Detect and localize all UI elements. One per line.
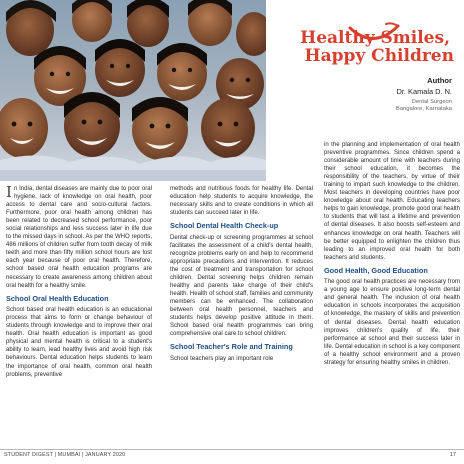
footer-divider	[0, 449, 464, 450]
paragraph-school-oral-health-education: School based oral health education is an educational process that aims to form or change behaviour of students through knowledge and to improve their oral health. Oral health education is important as good physical and mental health is critical to a student's ability to learn, lead healthy lives and avoid high risk behaviours. Dental education helps students to learn the importance of oral health, common oral health problems, preventive	[6, 307, 152, 378]
paragraph-good-health: The good oral health practices are necessary from a young age to ensure positive long-term dental and general health. The inclusion of oral health education in schools incorporates the acquisition of knowledge, the mastery of skills and prevention of dental diseases. Dental health education improves children's quality of life, their performance at school and their success later in life. Dental education in school is a key component of a healthy school environment and a proven strategy for ensuring healthy smiles in children.	[324, 279, 460, 366]
intro-text: n India, dental diseases are mainly due to poor oral hygiene, lack of knowledge on oral health, poor access to dental care and socio-cultural factors. Furthermore, poor oral health among children has been related to decreased school performance, poor social relationships and less success later in life due to the missed days in school. As per the WHO reports, 486 millions of children suffer from tooth decay of milk teeth and more than fifty million school hours are lost each year because of poor oral health. Therefore, school based oral health education programs are necessary to create awareness among children about oral health for a healthy smile.	[6, 186, 152, 289]
footer-publication: STUDENT DIGEST | MUMBAI | JANUARY 2020	[4, 452, 126, 458]
author-role-line2: Bangalore, Karnataka	[395, 106, 452, 112]
article-column-2	[170, 185, 313, 363]
article-title-block	[266, 0, 464, 140]
paragraph-teacher-continued: in the planning and implementation of oral health preventive programmes. Since children spend a considerable amount of time with teachers during their school education, it becomes the responsibility of the teachers, by virtue of their training to impart such knowledge to the children. Most teachers in developing countries have poor knowledge about oral health. Educating teachers helps to gain knowledge, promote good oral health to students that will last a lifetime and prevention of dental diseases. It also boosts self-esteem and enhances knowledge on oral health. Teachers will be better equipped to enlighten the children thus leading to an improved oral health for both teachers and students.	[324, 142, 460, 261]
article-title-line1: Healthy Smiles,	[300, 28, 450, 48]
author-role	[396, 99, 452, 113]
page-number: 17	[449, 452, 456, 458]
article-column-1	[6, 185, 152, 379]
article-title-line2: Happy Children	[304, 46, 454, 66]
heading-dental-check-up: School Dental Health Check-up	[170, 221, 279, 231]
paragraph-continuation: methods and nutritious foods for healthy life. Dental education help students to acquire knowledge, the necessary skills and to create conditions in which all students can succeed later in life.	[170, 186, 313, 217]
paragraph-teacher-role: School teachers play an important role	[170, 355, 274, 362]
heading-teacher-role: School Teacher's Role and Training	[170, 342, 293, 352]
author-role-line1: Dental Surgeon	[411, 99, 452, 105]
article-column-3	[324, 141, 460, 367]
paragraph-dental-check-up: Dental check-up or screening programmes at school facilitates the assessment of a child's dental health, recognize problems early on and help to recommend appropriate precautions and intervention. It reduces the cost of treatment and transportation for school children. Dental screening helps children remain healthy and parents take charge of their child's health. Health of school staff, families and community members can be enhanced. The collaboration between oral health personnel, teachers and students helps develop positive attitude in them. School based oral health programmes can bring comprehensive oral care to school children.	[170, 234, 313, 338]
heading-good-health: Good Health, Good Education	[324, 265, 428, 275]
children-photo	[0, 0, 266, 181]
children-photo-illustration	[0, 0, 266, 181]
heading-school-oral-health-education: School Oral Health Education	[6, 293, 109, 303]
author-name: Dr. Kamala D. N.	[396, 87, 452, 96]
author-label: Author	[427, 76, 452, 85]
drop-cap: I	[6, 183, 12, 201]
intro-paragraph	[6, 185, 152, 290]
